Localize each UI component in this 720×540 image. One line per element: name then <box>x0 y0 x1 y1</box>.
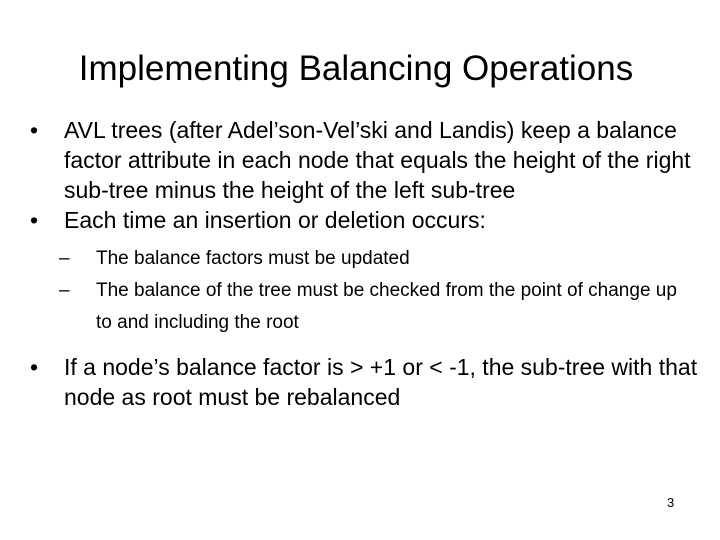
bullet-marker: • <box>30 117 39 143</box>
bullet-text: AVL trees (after Adel’son-Vel’ski and Landis) keep a balance factor attribute in each node that equals the height of the right sub-tree minus the height of the left sub-tree <box>64 117 691 203</box>
sub-bullet-marker: – <box>59 280 70 301</box>
bullet-item-rebalance <box>28 352 698 412</box>
bullet-text: Each time an insertion or deletion occurs: <box>64 207 486 233</box>
bullet-item-insertion-deletion <box>28 205 698 235</box>
bullet-item-avl-trees <box>28 115 698 205</box>
sub-bullet-item-check-balance <box>28 275 698 339</box>
slide-title: Implementing Balancing Operations <box>78 49 634 88</box>
bullet-marker: • <box>30 354 39 380</box>
slide-body <box>28 115 698 412</box>
bullet-text: If a node’s balance factor is > +1 or < -1, the sub-tree with that node as root must be rebalanced <box>64 354 698 410</box>
sub-bullet-item-update-factors <box>28 243 698 275</box>
page-number: 3 <box>667 495 675 510</box>
bullet-marker: • <box>30 207 39 233</box>
sub-bullet-marker: – <box>59 248 70 269</box>
sub-bullet-text: The balance of the tree must be checked from the point of change up to and including the root <box>96 280 677 333</box>
sub-bullet-text: The balance factors must be updated <box>96 248 410 269</box>
